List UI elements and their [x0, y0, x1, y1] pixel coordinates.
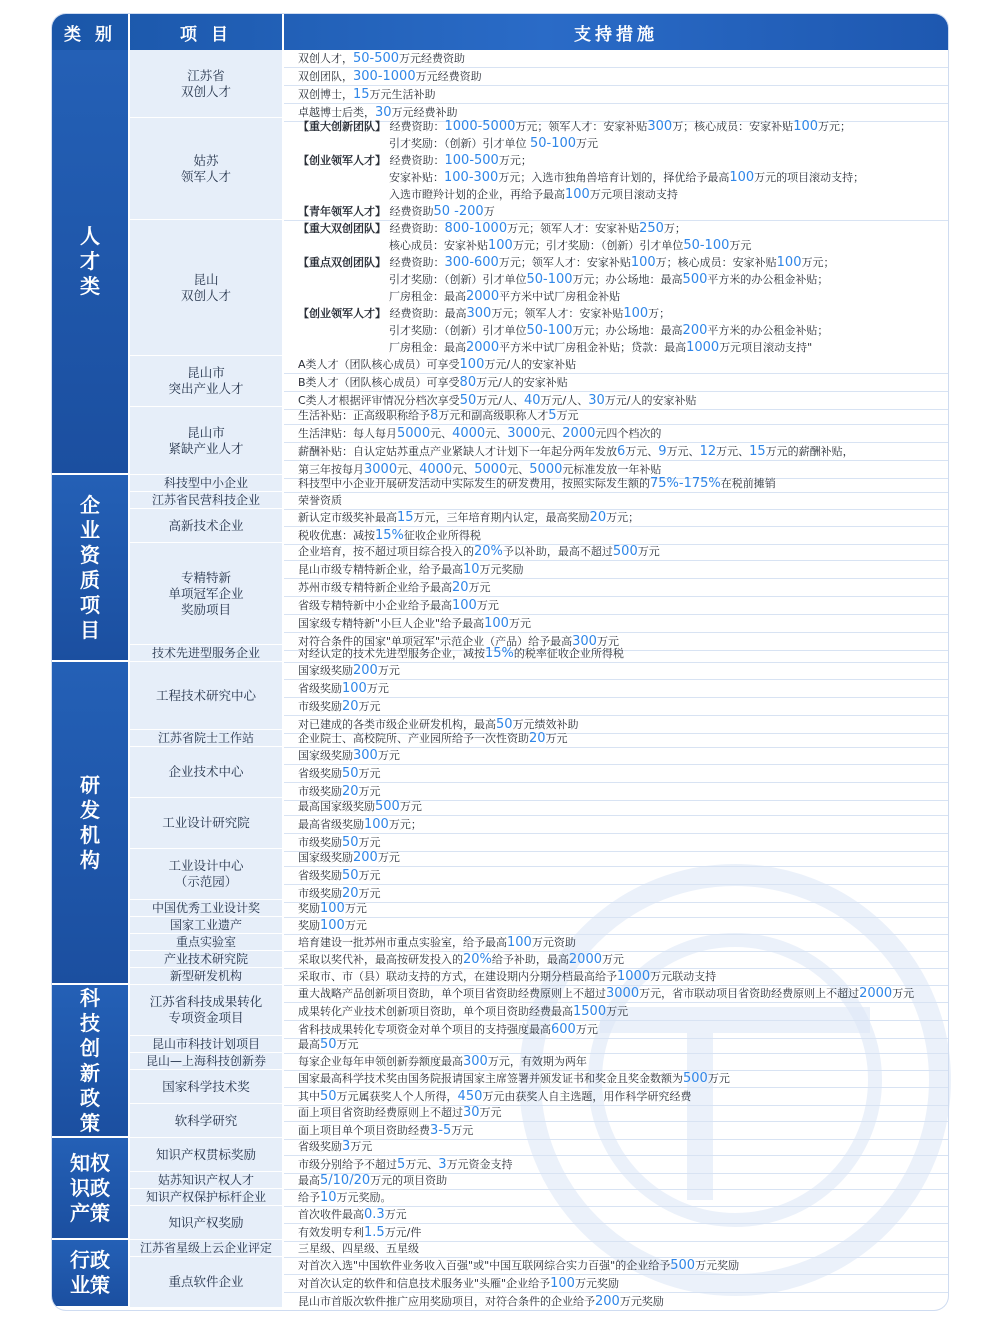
item-cell: 知识产权保护标杆企业	[130, 1189, 282, 1206]
category-char: 企	[80, 492, 100, 517]
support-line: 市级奖励20万元	[284, 783, 948, 801]
category-char: 资	[80, 542, 100, 567]
category-char: 新	[80, 1060, 100, 1085]
category-char: 类	[80, 274, 100, 298]
support-cell	[284, 985, 948, 1036]
item-cell: 国家科学技术奖	[130, 1070, 282, 1104]
highlight-value: 50	[320, 1037, 337, 1052]
highlight-value: 300-600	[444, 255, 499, 270]
highlight-value: 1000	[617, 969, 651, 984]
highlight-value: 3000	[364, 462, 398, 477]
item-cell: 昆山市科技计划项目	[130, 1036, 282, 1053]
item-cell: 知识产权奖励	[130, 1206, 282, 1240]
support-line: 省级奖励3万元	[284, 1138, 948, 1156]
highlight-value: 300	[572, 634, 597, 649]
highlight-value: 500	[612, 544, 638, 559]
category-char: 研	[80, 772, 100, 797]
program-tag: 【创业领军人才】	[298, 307, 386, 320]
highlight-value: 50	[496, 717, 513, 732]
item-cell: 国家工业遗产	[130, 917, 282, 934]
category-char: 政	[90, 1175, 110, 1200]
item-cell: 昆山—上海科技创新券	[130, 1053, 282, 1070]
highlight-value: 100	[507, 935, 532, 950]
highlight-value: 50	[320, 1089, 337, 1104]
highlight-value: 100	[488, 238, 513, 253]
highlight-value: 15	[397, 510, 414, 525]
support-line: 引才奖励：（创新）引才单位 50-100万元	[389, 136, 599, 151]
item-cell: 工业设计研究院	[130, 798, 282, 849]
highlight-value: 300	[353, 748, 378, 763]
highlight-value: 1500	[573, 1004, 607, 1019]
highlight-value: 600	[551, 1022, 576, 1037]
highlight-value: 20%	[463, 952, 492, 967]
highlight-value: 100	[550, 1276, 575, 1291]
highlight-value: 5000	[474, 462, 508, 477]
category-char: 策	[90, 1273, 110, 1297]
highlight-value: 500	[375, 799, 400, 814]
highlight-value: 250	[639, 221, 664, 236]
support-line: 对符合条件的国家"单项冠军"示范企业（产品）给予最高300万元	[284, 633, 948, 651]
support-line: 入选市瞪羚计划的企业，再给予最高100万元项目滚动支持	[389, 187, 678, 202]
highlight-value: 200	[353, 663, 378, 678]
category-column	[70, 1248, 90, 1298]
highlight-value: 2000	[562, 426, 596, 441]
support-line: 税收优惠：减按15%征收企业所得税	[284, 527, 948, 545]
support-line: 引才奖励：（创新）引才单位50-100万元；办公场地：最高500平方米的办公租金补贴；	[389, 272, 829, 287]
support-line: 省级奖励100万元	[284, 680, 948, 698]
program-tag: 【重点双创团队】	[298, 256, 386, 269]
support-cell	[284, 50, 948, 118]
category-char: 构	[80, 847, 100, 872]
category-char: 识	[70, 1175, 90, 1200]
support-line: 省级奖励50万元	[284, 867, 948, 885]
item-cell: 软科学研究	[130, 1104, 282, 1138]
support-cell	[284, 951, 948, 968]
highlight-value: 5000	[397, 426, 431, 441]
support-cell	[284, 645, 948, 662]
highlight-value: 100	[364, 817, 389, 832]
support-line: 【青年领军人才】 经费资助50 -200万	[284, 203, 948, 221]
support-cell	[284, 1104, 948, 1138]
highlight-value: 10	[463, 562, 480, 577]
support-line: 最高省级奖励100万元；	[284, 816, 948, 834]
support-line: 【重点双创团队】 经费资助：300-600万元；领军人才：安家补贴100万；核心成员：安家补贴100万元；	[298, 255, 835, 270]
support-cell	[284, 1138, 948, 1172]
support-line: 昆山市级专精特新企业，给予最高10万元奖励	[284, 561, 948, 579]
highlight-value: 20	[342, 784, 359, 799]
support-line: 对已建成的各类市级企业研发机构，最高50万元绩效补助	[284, 716, 948, 734]
support-line: 奖励100万元	[284, 917, 948, 935]
highlight-value: 100	[793, 119, 819, 134]
highlight-value: 100	[459, 357, 485, 372]
highlight-value: 200	[353, 850, 378, 865]
highlight-value: 5000	[529, 462, 563, 477]
category-char: 才	[80, 249, 100, 273]
highlight-value: 30	[463, 1105, 480, 1120]
support-cell	[284, 730, 948, 747]
support-line: 双创人才，50-500万元经费资助	[284, 50, 948, 68]
highlight-value: 1.5	[364, 1225, 385, 1240]
category-char: 科	[80, 985, 100, 1010]
highlight-value: 5/10/20	[320, 1173, 371, 1188]
category-char: 项	[80, 592, 100, 617]
highlight-value: 12	[699, 444, 717, 459]
item-cell: 江苏省民营科技企业	[130, 492, 282, 509]
support-line: 荣誉资质	[284, 492, 948, 510]
support-line: 最高国家级奖励500万元	[284, 798, 948, 816]
category-char: 发	[80, 797, 100, 822]
support-line: 新认定市级奖补最高15万元，三年培育期内认定，最高奖励20万元；	[284, 509, 948, 527]
support-line: 采取市、市（县）联动支持的方式，在建设期内分期分档最高给予1000万元联动支持	[284, 968, 948, 986]
highlight-value: 450	[457, 1089, 483, 1104]
support-cell	[284, 1189, 948, 1206]
highlight-value: 3000	[606, 986, 640, 1001]
support-line: 引才奖励：（创新）引才单位50-100万元；办公场地：最高200平方米的办公租金补贴；	[389, 323, 829, 338]
header-item: 项 目	[180, 24, 232, 45]
highlight-value: 1000	[686, 340, 720, 355]
item-cell: 工程技术研究中心	[130, 662, 282, 730]
support-line: 国家级奖励300万元	[284, 747, 948, 765]
category-char: 机	[80, 822, 100, 847]
support-cell	[284, 1172, 948, 1189]
item-cell: 科技型中小企业	[130, 475, 282, 492]
support-line: 核心成员：安家补贴100万元；引才奖励：（创新）引才单位50-100万元	[389, 238, 752, 253]
highlight-value: 9	[658, 444, 667, 459]
highlight-value: 500	[682, 272, 708, 287]
highlight-value: 800-1000	[444, 221, 508, 236]
support-cell	[284, 1257, 948, 1308]
support-line: 最高50万元	[284, 1036, 948, 1054]
policy-table	[52, 14, 948, 1310]
highlight-value: 15%	[485, 646, 514, 661]
highlight-value: 20	[529, 731, 546, 746]
highlight-value: 80	[459, 375, 477, 390]
highlight-value: 5	[548, 408, 557, 423]
support-line: C类人才根据评审情况分档次享受50万元/人、40万元/人、30万元/人的安家补贴	[284, 392, 948, 410]
support-cell	[284, 662, 948, 730]
category-column	[90, 1151, 110, 1226]
highlight-value: 20%	[474, 544, 503, 559]
highlight-value: 2000	[466, 289, 500, 304]
support-line: A类人才（团队核心成员）可享受100万元/人的安家补贴	[284, 356, 948, 374]
support-cell	[284, 220, 948, 356]
support-line: 国家级奖励200万元	[284, 849, 948, 867]
support-line: 省级专精特新中小企业给予最高100万元	[284, 597, 948, 615]
support-line: 有效发明专利1.5万元/件	[284, 1224, 948, 1242]
support-line: 企业院士、高校院所、产业园所给予一次性资助20万元	[284, 730, 948, 748]
highlight-value: 3	[438, 1157, 447, 1172]
support-line: 省科技成果转化专项资金对单个项目的支持强度最高600万元	[284, 1021, 948, 1039]
support-line: 国家最高科学技术奖由国务院报请国家主席签署并颁发证书和奖金且奖金数额为500万元	[284, 1070, 948, 1088]
highlight-value: 500	[683, 1071, 708, 1086]
support-cell	[284, 407, 948, 475]
support-line: 最高5/10/20万元的项目资助	[284, 1172, 948, 1190]
item-cell: 重点软件企业	[130, 1257, 282, 1308]
category-char: 策	[90, 1200, 110, 1225]
support-line: 采取以奖代补，最高按研发投入的20%给予补助，最高2000万元	[284, 951, 948, 969]
support-cell	[284, 543, 948, 649]
support-line: 面上项目省资助经费原则上不超过30万元	[284, 1104, 948, 1122]
highlight-value: 2000	[466, 340, 500, 355]
support-line: 生活津贴：每人每月5000元、4000元、3000元、2000元四个档次的	[284, 425, 948, 443]
highlight-value: 100	[776, 255, 802, 270]
support-cell	[284, 747, 948, 798]
support-line: 国家级奖励200万元	[284, 662, 948, 680]
header-support: 支持措施	[574, 24, 658, 45]
category-char: 业	[80, 517, 100, 542]
support-line: 市级奖励20万元	[284, 885, 948, 903]
category-char: 策	[80, 1110, 100, 1135]
category-char: 知	[70, 1150, 90, 1175]
support-line: 成果转化产业技术创新项目资助，单个项目资助经费最高1500万元	[284, 1003, 948, 1021]
highlight-value: 4000	[419, 462, 453, 477]
support-line: 三星级、四星级、五星级	[284, 1240, 948, 1258]
highlight-value: 30	[588, 393, 605, 408]
highlight-value: 100	[320, 918, 345, 933]
program-tag: 【重大双创团队】	[298, 222, 386, 235]
support-line: 薪酬补贴：自认定姑苏重点产业紧缺人才计划下一年起分两年发放6万元、9万元、12万元、15万元的薪酬补贴，	[284, 443, 948, 461]
category-char: 业	[70, 1273, 90, 1297]
support-cell	[284, 1240, 948, 1257]
highlight-value: 300	[466, 306, 492, 321]
support-line: 昆山市首版次软件推广应用奖励项目，对符合条件的企业给予200万元奖励	[284, 1293, 948, 1310]
item-cell: 江苏省 双创人才	[130, 50, 282, 118]
item-cell: 江苏省科技成果转化 专项资金项目	[130, 985, 282, 1036]
highlight-value: 50 -200	[433, 204, 484, 219]
support-cell	[284, 900, 948, 917]
highlight-value: 50	[342, 868, 359, 883]
highlight-value: 15	[353, 87, 370, 102]
category-cell	[52, 662, 128, 985]
highlight-value: 15	[749, 444, 766, 459]
highlight-value: 5	[397, 1157, 406, 1172]
highlight-value: 300-1000	[353, 69, 416, 84]
item-cell: 工业设计中心 （示范园）	[130, 849, 282, 900]
highlight-value: 8	[430, 408, 439, 423]
highlight-value: 30	[375, 105, 392, 120]
item-cell: 中国优秀工业设计奖	[130, 900, 282, 917]
category-char: 目	[80, 617, 100, 642]
support-cell	[284, 968, 948, 985]
support-line: 重大战略产品创新项目资助，单个项目省资助经费原则上不超过3000万元，省市联动项目省资助经费原则上不超过2000万元	[284, 985, 948, 1003]
program-tag: 【重大创新团队】	[298, 120, 386, 133]
category-char: 质	[80, 567, 100, 592]
support-cell	[284, 1053, 948, 1070]
item-cell: 知识产权贯标奖励	[130, 1138, 282, 1172]
support-line: 【重大创新团队】 经费资助：1000-5000万元；领军人才：安家补贴300万；核心成员：安家补贴100万元；	[298, 119, 852, 134]
highlight-value: 100	[452, 598, 477, 613]
header-category: 类 别	[64, 24, 116, 45]
item-cell: 企业技术中心	[130, 747, 282, 798]
category-char: 行	[70, 1248, 90, 1272]
support-cell	[284, 849, 948, 900]
item-cell: 重点实验室	[130, 934, 282, 951]
support-cell	[284, 509, 948, 543]
support-line: 市级分别给予不超过5万元、3万元资金支持	[284, 1156, 948, 1174]
support-cell	[284, 475, 948, 492]
highlight-value: 1000-5000	[444, 119, 516, 134]
item-cell: 昆山市 紧缺产业人才	[130, 407, 282, 475]
support-cell	[284, 118, 948, 220]
highlight-value: 50-100	[526, 272, 573, 287]
item-cell: 姑苏 领军人才	[130, 118, 282, 220]
highlight-value: 4000	[452, 426, 486, 441]
support-line: 第三年按每月3000元、4000元、5000元、5000元标准发放一年补贴	[284, 461, 948, 479]
support-cell	[284, 356, 948, 407]
support-line: 对首次认定的软件和信息技术服务业"头雁"企业给予100万元奖励	[284, 1275, 948, 1293]
support-cell	[284, 917, 948, 934]
highlight-value: 20	[589, 510, 607, 525]
highlight-value: 100	[565, 187, 590, 202]
item-cell: 昆山市 突出产业人才	[130, 356, 282, 407]
highlight-value: 2000	[568, 952, 602, 967]
highlight-value: 300	[647, 119, 673, 134]
support-line: 培育建设一批苏州市重点实验室，给予最高100万元资助	[284, 934, 948, 952]
highlight-value: 15%	[375, 528, 404, 543]
support-line: 双创团队，300-1000万元经费资助	[284, 68, 948, 86]
support-cell	[284, 1206, 948, 1240]
item-cell: 姑苏知识产权人才	[130, 1172, 282, 1189]
support-line: 企业培育，按不超过项目综合投入的20%予以补助，最高不超过500万元	[284, 543, 948, 561]
support-line: 对经认定的技术先进型服务企业，减按15%的税率征收企业所得税	[284, 645, 948, 663]
program-tag: 【青年领军人才】	[298, 205, 386, 218]
highlight-value: 3	[342, 1139, 351, 1154]
highlight-value: 40	[523, 393, 541, 408]
highlight-value: 200	[682, 323, 708, 338]
support-line: 【创业领军人才】 经费资助：最高300万元；领军人才：安家补贴100万；	[298, 306, 671, 321]
highlight-value: 20	[342, 886, 359, 901]
support-line: 市级奖励50万元	[284, 834, 948, 852]
highlight-value: 100-300	[444, 170, 499, 185]
support-line: 【创业领军人才】 经费资助：100-500万元；	[298, 153, 532, 168]
item-cell: 昆山 双创人才	[130, 220, 282, 356]
support-cell	[284, 492, 948, 509]
support-line: 【重大双创团队】 经费资助：800-1000万元；领军人才：安家补贴250万；	[298, 221, 686, 236]
highlight-value: 100	[623, 306, 649, 321]
category-char: 政	[90, 1248, 110, 1272]
support-line: 面上项目单个项目资助经费3-5万元	[284, 1122, 948, 1140]
support-line: 市级奖励20万元	[284, 698, 948, 716]
item-cell: 产业技术研究院	[130, 951, 282, 968]
category-cell	[52, 1138, 128, 1240]
highlight-value: 50	[342, 835, 359, 850]
category-char: 创	[80, 1035, 100, 1060]
support-line: 安家补贴：100-300万元；入选市独角兽培育计划的，择优给予最高100万元的项目滚动支持；	[389, 170, 865, 185]
item-cell: 专精特新 单项冠军企业 奖励项目	[130, 543, 282, 645]
category-cell	[52, 985, 128, 1138]
support-line: 科技型中小企业开展研发活动中实际发生的研发费用，按照实际发生额的75%-175%在税前摊销	[284, 475, 948, 493]
highlight-value: 10	[320, 1190, 337, 1205]
highlight-value: 3-5	[430, 1123, 452, 1138]
highlight-value: 200	[595, 1294, 620, 1309]
item-cell: 新型研发机构	[130, 968, 282, 985]
support-line: 苏州市级专精特新企业给予最高20万元	[284, 579, 948, 597]
highlight-value: 100	[630, 255, 656, 270]
support-line: 对首次入选"中国软件业务收入百强"或"中国互联网综合实力百强"的企业给予500万元奖励	[284, 1257, 948, 1275]
support-cell	[284, 798, 948, 849]
highlight-value: 100	[320, 901, 345, 916]
support-cell	[284, 1036, 948, 1053]
category-cell	[52, 1240, 128, 1308]
support-cell	[284, 1070, 948, 1104]
category-char: 技	[80, 1010, 100, 1035]
highlight-value: 20	[452, 580, 469, 595]
highlight-value: 500	[670, 1258, 696, 1273]
item-cell: 江苏省院士工作站	[130, 730, 282, 747]
highlight-value: 100	[484, 616, 509, 631]
highlight-value: 100	[729, 170, 755, 185]
category-char: 人	[80, 224, 100, 248]
highlight-value: 100-500	[444, 153, 499, 168]
support-line: 厂房租金：最高2000平方米中试厂房租金补贴；贷款：最高1000万元项目滚动支持"	[389, 340, 813, 355]
highlight-value: 50	[342, 766, 359, 781]
highlight-value: 50-100	[526, 323, 573, 338]
support-line: 首次收件最高0.3万元	[284, 1206, 948, 1224]
category-char: 政	[80, 1085, 100, 1110]
support-line: 给予10万元奖励。	[284, 1189, 948, 1207]
support-line: 卓越博士后类，30万元经费补助	[284, 104, 948, 122]
category-column	[70, 1151, 90, 1226]
category-cell	[52, 50, 128, 475]
category-char: 权	[90, 1150, 110, 1175]
category-cell	[52, 475, 128, 662]
category-column	[90, 1248, 110, 1298]
item-cell: 技术先进型服务企业	[130, 645, 282, 662]
highlight-value: 3000	[507, 426, 541, 441]
support-cell	[284, 934, 948, 951]
highlight-value: 100	[342, 681, 367, 696]
support-line: 奖励100万元	[284, 900, 948, 918]
highlight-value: 20	[342, 699, 359, 714]
item-cell: 江苏省星级上云企业评定	[130, 1240, 282, 1257]
support-line: B类人才（团队核心成员）可享受80万元/人的安家补贴	[284, 374, 948, 392]
highlight-value: 300	[463, 1054, 488, 1069]
support-line: 每家企业每年申领创新券额度最高300万元，有效期为两年	[284, 1053, 948, 1071]
highlight-value: 6	[617, 444, 626, 459]
support-line: 其中50万元属获奖人个人所得，450万元由获奖人自主选题，用作科学研究经费	[284, 1088, 948, 1106]
support-line: 国家级专精特新"小巨人企业"给予最高100万元	[284, 615, 948, 633]
highlight-value: 2000	[859, 986, 893, 1001]
highlight-value: 50-500	[353, 51, 400, 66]
highlight-value: 0.3	[364, 1207, 385, 1222]
category-char: 产	[70, 1200, 90, 1225]
highlight-value: 50-100	[683, 238, 730, 253]
support-line: 生活补贴：正高级职称给予8万元和副高级职称人才5万元	[284, 407, 948, 425]
support-line: 厂房租金：最高2000平方米中试厂房租金补贴	[389, 289, 621, 304]
highlight-value: 50	[459, 393, 477, 408]
support-line: 省级奖励50万元	[284, 765, 948, 783]
program-tag: 【创业领军人才】	[298, 154, 386, 167]
support-line: 双创博士，15万元生活补助	[284, 86, 948, 104]
item-cell: 高新技术企业	[130, 509, 282, 543]
highlight-value: 50-100	[530, 136, 577, 151]
highlight-value: 75%-175%	[650, 476, 721, 491]
